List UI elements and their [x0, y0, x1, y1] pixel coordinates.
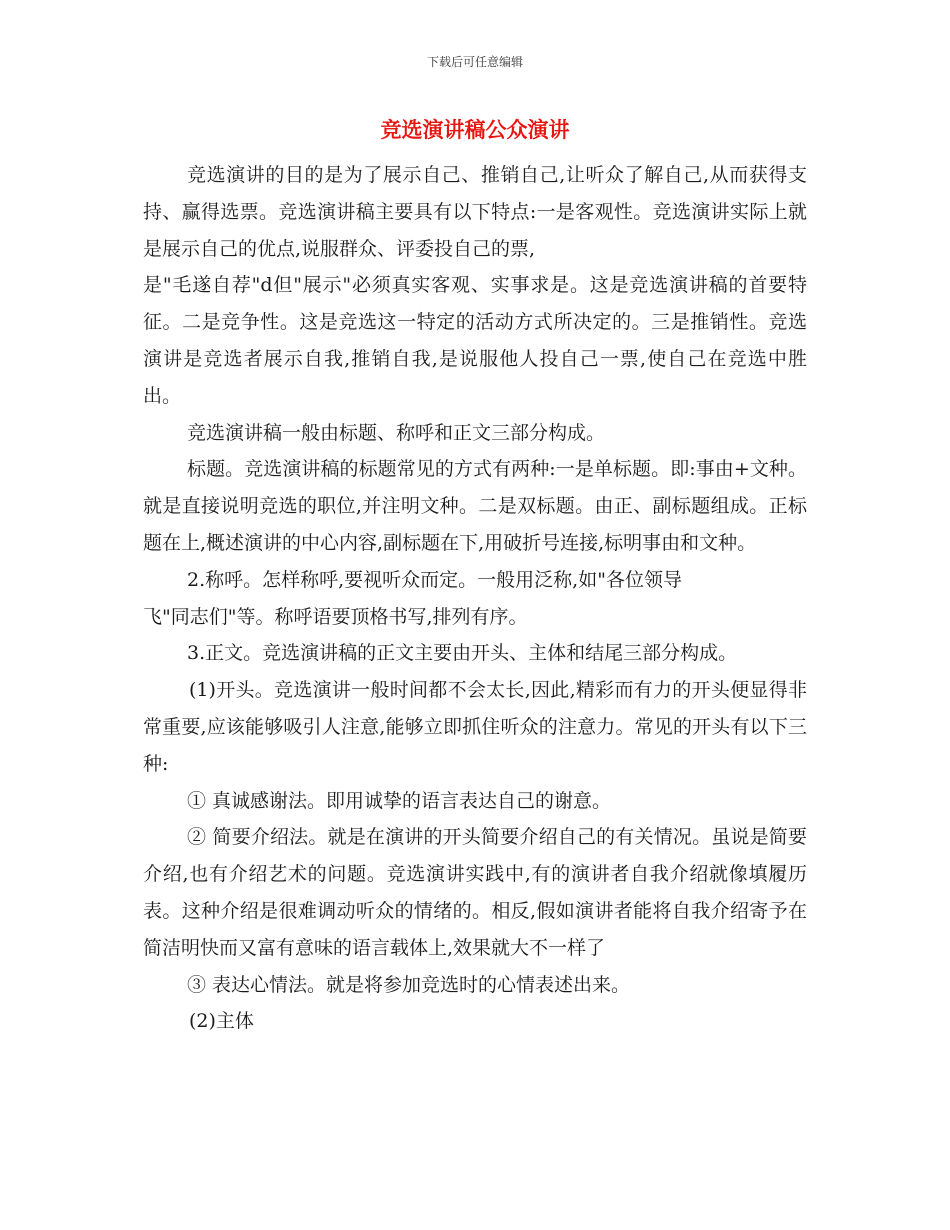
list-item-thanks: ① 真诚感谢法。即用诚挚的语言表达自己的谢意。: [187, 789, 612, 812]
paragraph-salutation: 2.称呼。怎样称呼,要视听众而定。一般用泛称,如"各位领导: [187, 568, 682, 591]
document-body: [143, 157, 807, 1040]
paragraph-title-section: 标题。竞选演讲稿的标题常见的方式有两种:一是单标题。即:事由+文种。就是直接说明竞选的职位,并注明文种。二是双标题。由正、副标题组成。正标题在上,概述演讲的中心内容,副标题在下,用破折号连接,标明事由和文种。: [143, 458, 807, 554]
paragraph-intro: 竞选演讲的目的是为了展示自己、推销自己,让听众了解自己,从而获得支持、赢得选票。竞选演讲稿主要具有以下特点:一是客观性。竞选演讲实际上就是展示自己的优点,说服群众、评委投自己的票,: [143, 164, 807, 260]
paragraph-intro-continued: 是"毛遂自荐"d但"展示"必须真实客观、实事求是。这是竞选演讲稿的首要特征。二是竞争性。这是竞选这一特定的活动方式所决定的。三是推销性。竞选演讲是竞选者展示自我,推销自我,是说服他人投自己一票,使自己在竞选中胜出。: [143, 274, 807, 407]
paragraph-body-heading: (2)主体: [189, 1010, 254, 1033]
paragraph-salutation-continued: 飞"同志们"等。称呼语要顶格书写,排列有序。: [143, 605, 528, 628]
page-header-note: 下载后可任意编辑: [426, 55, 523, 69]
paragraph-opening: (1)开头。竞选演讲一般时间都不会太长,因此,精彩而有力的开头便显得非常重要,应该能够吸引人注意,能够立即抓住听众的注意力。常见的开头有以下三种:: [143, 679, 807, 775]
document-title: 竞选演讲稿公众演讲: [380, 118, 570, 142]
paragraph-main-text: 3.正文。竞选演讲稿的正文主要由开头、主体和结尾三部分构成。: [187, 642, 738, 665]
list-item-introduction: ② 简要介绍法。就是在演讲的开头简要介绍自己的有关情况。虽说是简要介绍,也有介绍艺术的问题。竞选演讲实践中,有的演讲者自我介绍就像填履历表。这种介绍是很难调动听众的情绪的。相反,假如演讲者能将自我介绍寄予在简洁明快而又富有意味的语言载体上,效果就大不一样了: [143, 826, 807, 959]
list-item-feelings: ③ 表达心情法。就是将参加竞选时的心情表述出来。: [187, 973, 631, 996]
paragraph-structure: 竞选演讲稿一般由标题、称呼和正文三部分构成。: [187, 421, 606, 444]
